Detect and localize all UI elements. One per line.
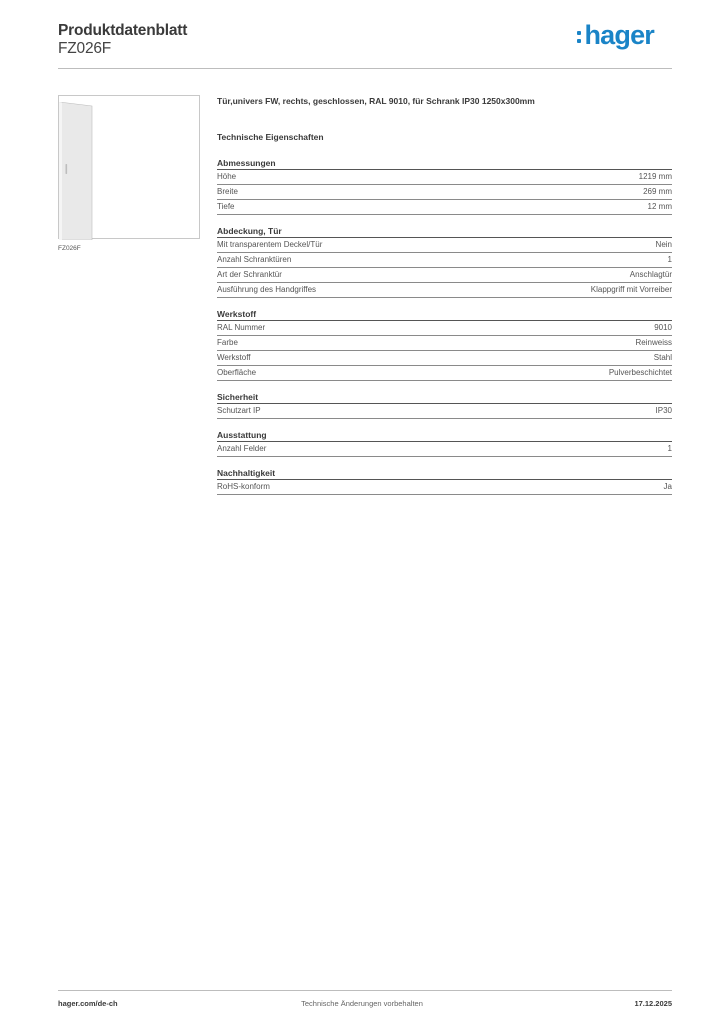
spec-label: Oberfläche	[217, 368, 257, 377]
hager-logo	[577, 20, 654, 50]
logo-text: hager	[584, 20, 654, 50]
spec-label: Tiefe	[217, 202, 235, 211]
spec-label: Mit transparentem Deckel/Tür	[217, 240, 323, 249]
spec-group-title: Ausstattung	[217, 429, 672, 442]
spec-row	[217, 366, 672, 381]
spec-label: RAL Nummer	[217, 323, 266, 332]
spec-row	[217, 480, 672, 495]
product-title: Tür,univers FW, rechts, geschlossen, RAL 9010, für Schrank IP30 1250x300mm	[217, 96, 535, 106]
spec-label: Ausführung des Handgriffes	[217, 285, 317, 294]
spec-group-title: Werkstoff	[217, 308, 672, 321]
spec-value: IP30	[655, 406, 672, 415]
spec-label: Anzahl Felder	[217, 444, 267, 453]
spec-row	[217, 404, 672, 419]
spec-value: 9010	[654, 323, 672, 332]
spec-row	[217, 442, 672, 457]
spec-row	[217, 253, 672, 268]
spec-value: Ja	[663, 482, 672, 491]
spec-value: Stahl	[653, 353, 672, 362]
spec-label: RoHS-konform	[217, 482, 270, 491]
footer-divider	[58, 990, 672, 991]
spec-group-title: Abmessungen	[217, 157, 672, 170]
spec-group-title: Abdeckung, Tür	[217, 225, 672, 238]
spec-group-abmessungen	[217, 157, 672, 215]
spec-value: Pulverbeschichtet	[608, 368, 672, 377]
footer-date: 17.12.2025	[634, 999, 672, 1008]
spec-value: 269 mm	[643, 187, 672, 196]
spec-row	[217, 351, 672, 366]
spec-value: 1	[667, 255, 672, 264]
header-divider	[58, 68, 672, 69]
spec-row	[217, 170, 672, 185]
product-image	[58, 95, 200, 239]
spec-row	[217, 283, 672, 298]
spec-value: 1219 mm	[638, 172, 672, 181]
spec-group-sicherheit	[217, 391, 672, 419]
spec-group-werkstoff	[217, 308, 672, 381]
spec-label: Art der Schranktür	[217, 270, 282, 279]
spec-row	[217, 268, 672, 283]
spec-group-ausstattung	[217, 429, 672, 457]
spec-value: Nein	[655, 240, 672, 249]
spec-group-abdeckung	[217, 225, 672, 298]
spec-value: Reinweiss	[635, 338, 672, 347]
spec-row	[217, 200, 672, 215]
spec-group-title: Nachhaltigkeit	[217, 467, 672, 480]
footer-website-link[interactable]: hager.com/de-ch	[58, 999, 118, 1008]
spec-label: Höhe	[217, 172, 237, 181]
spec-row	[217, 238, 672, 253]
spec-value: 12 mm	[647, 202, 672, 211]
spec-label: Werkstoff	[217, 353, 251, 362]
spec-value: Klappgriff mit Vorreiber	[590, 285, 672, 294]
spec-row	[217, 185, 672, 200]
section-heading: Technische Eigenschaften	[217, 132, 324, 142]
spec-value: 1	[667, 444, 672, 453]
spec-row	[217, 321, 672, 336]
page-header	[58, 20, 672, 68]
footer-notice: Technische Änderungen vorbehalten	[301, 999, 423, 1008]
spec-row	[217, 336, 672, 351]
spec-label: Anzahl Schranktüren	[217, 255, 292, 264]
spec-group-nachhaltigkeit	[217, 467, 672, 495]
spec-label: Breite	[217, 187, 238, 196]
logo-dots-icon	[577, 31, 581, 43]
document-title: Produktdatenblatt	[58, 22, 188, 39]
image-caption: FZ026F	[58, 245, 81, 252]
spec-label: Schutzart IP	[217, 406, 261, 415]
door-panel-icon	[59, 102, 93, 240]
specification-content	[217, 95, 672, 505]
spec-group-title: Sicherheit	[217, 391, 672, 404]
spec-label: Farbe	[217, 338, 238, 347]
spec-value: Anschlagtür	[629, 270, 672, 279]
product-code: FZ026F	[58, 40, 112, 57]
